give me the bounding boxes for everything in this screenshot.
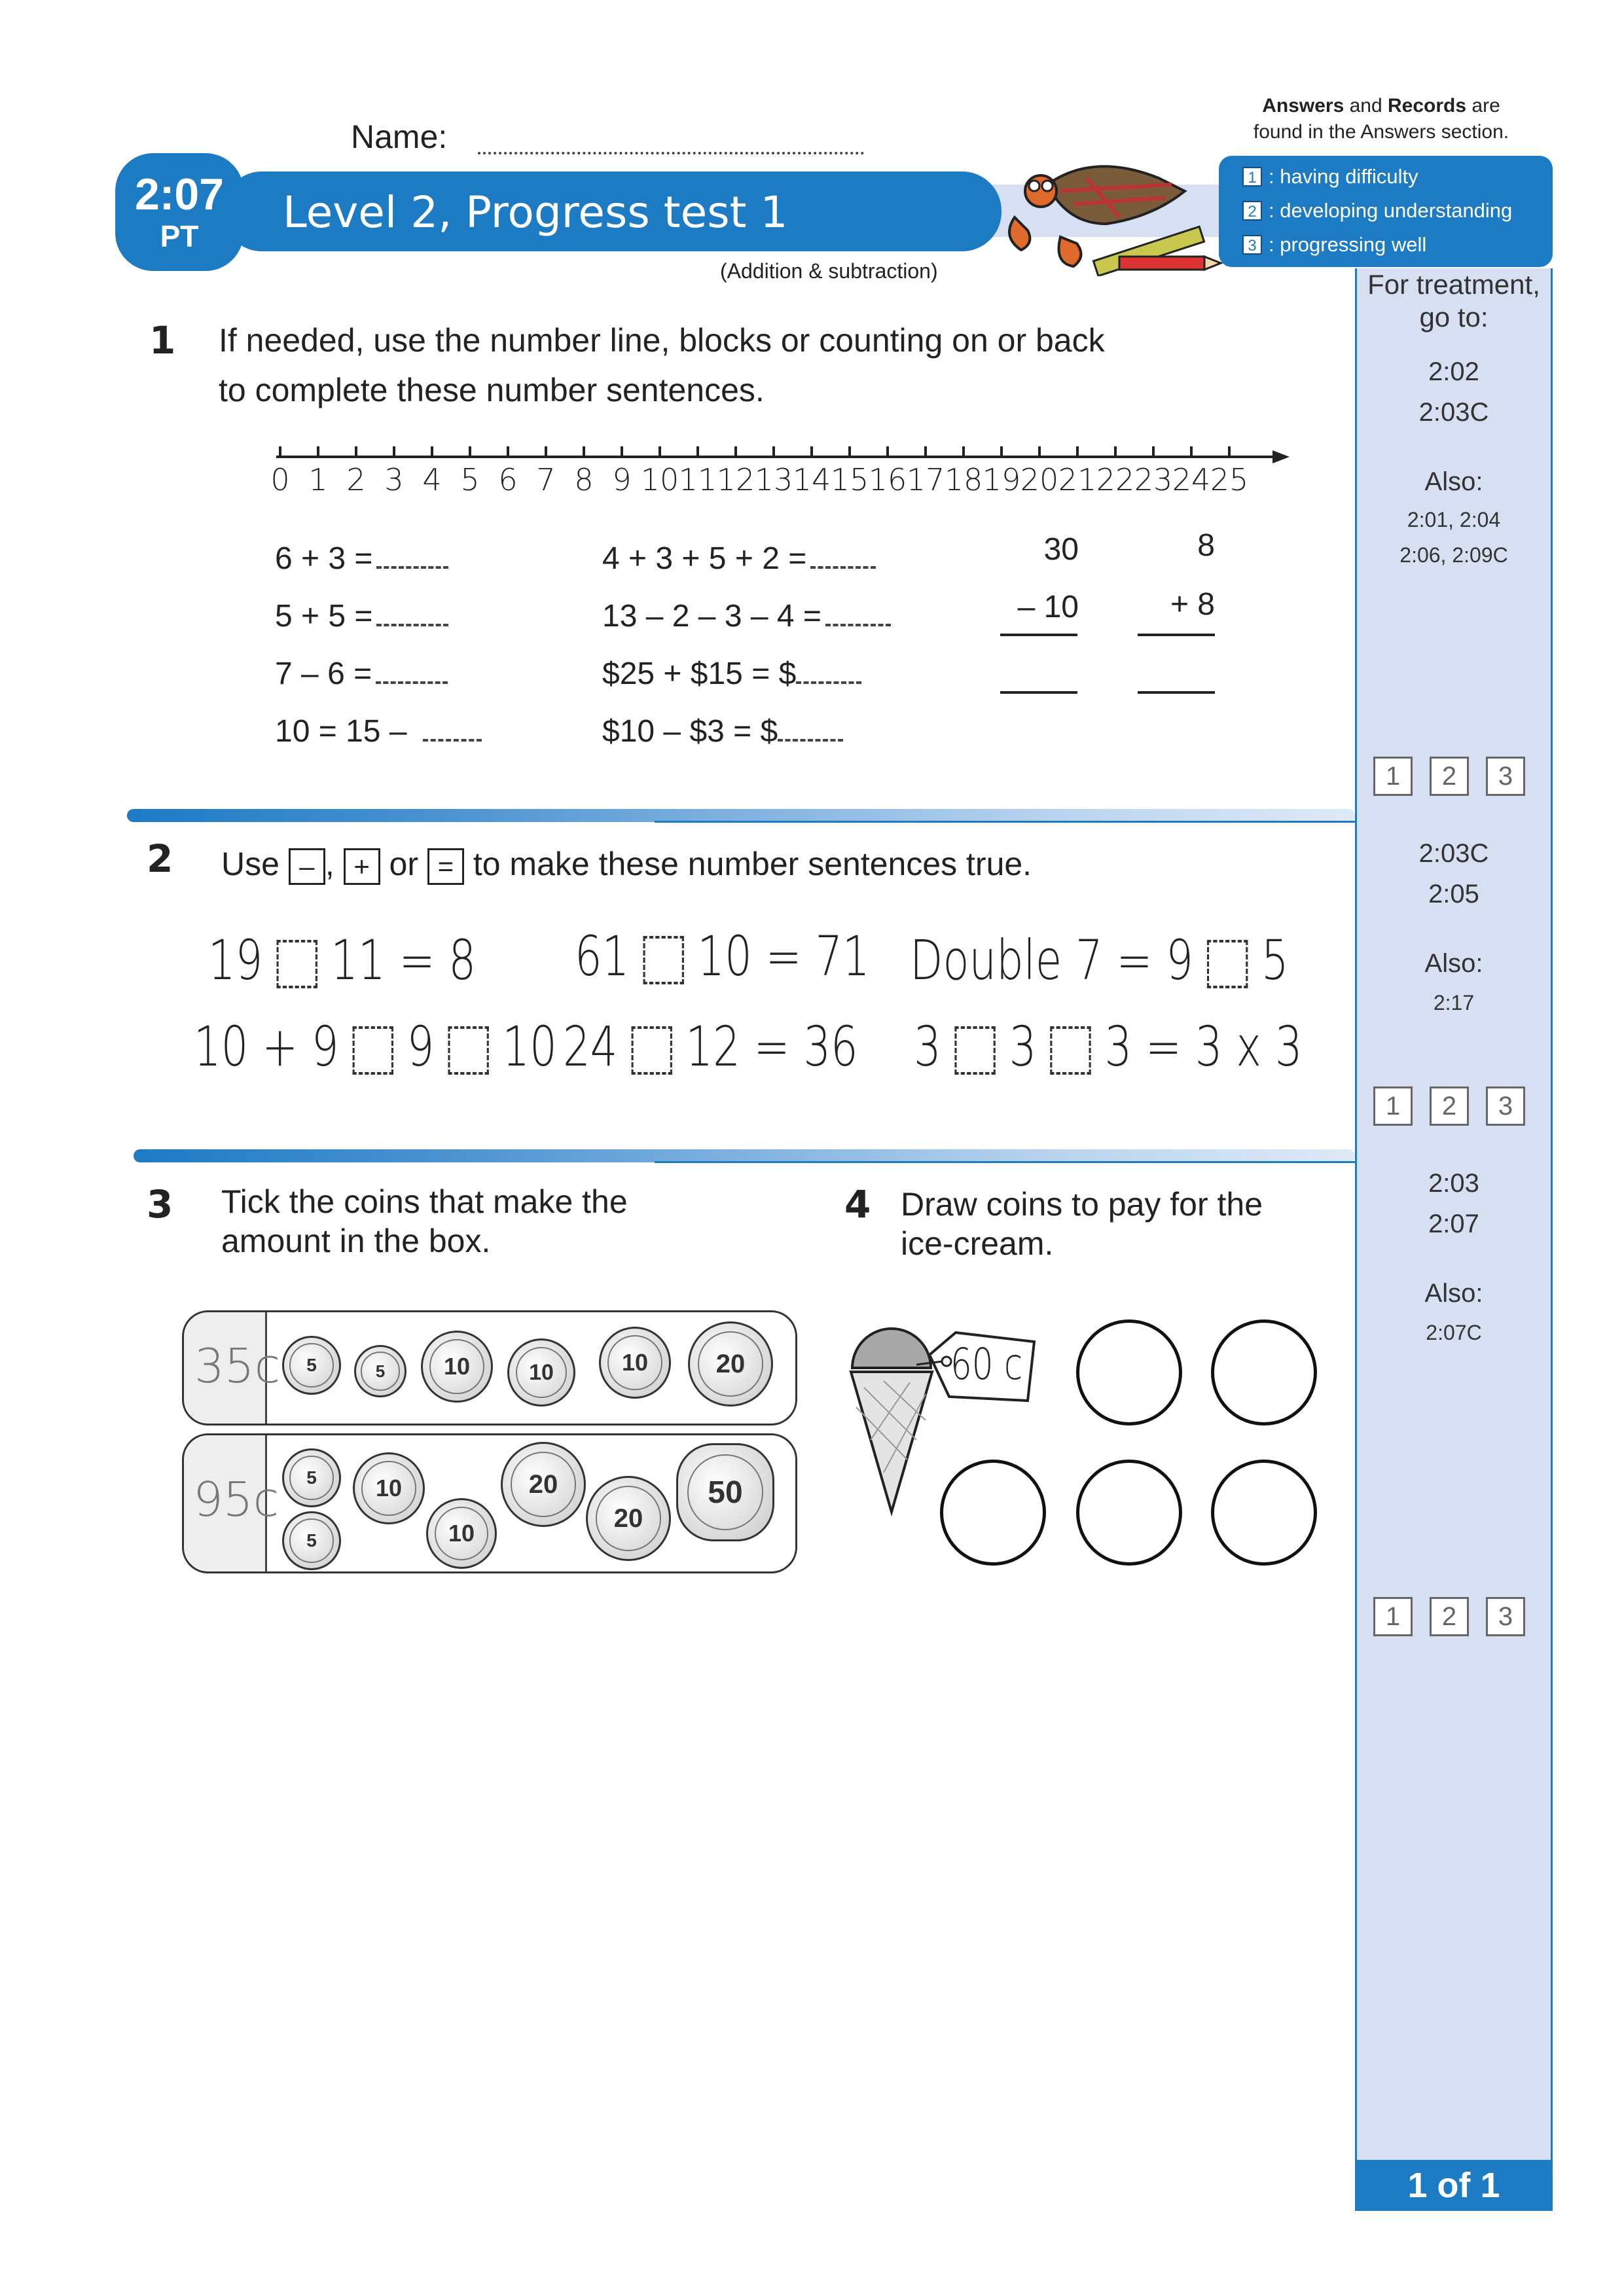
equation: 7 – 6 = bbox=[275, 656, 448, 692]
treatment-link[interactable]: 2:07 bbox=[1428, 1210, 1479, 1238]
sum-line bbox=[1138, 634, 1215, 636]
equals-box: = bbox=[427, 848, 464, 885]
also-link[interactable]: 2:07C bbox=[1426, 1321, 1482, 1344]
number-line-label: 22 bbox=[1096, 462, 1135, 497]
rating-1-checkbox[interactable]: 1 bbox=[1373, 1086, 1413, 1126]
operator-answer-box[interactable] bbox=[448, 1026, 488, 1075]
rating-2-checkbox[interactable]: 2 bbox=[1430, 1086, 1469, 1126]
answer-blank[interactable] bbox=[796, 675, 861, 684]
number-line-label: 0 bbox=[270, 462, 290, 497]
section-divider bbox=[127, 809, 1355, 822]
rating-boxes bbox=[1373, 1597, 1525, 1636]
number-line-label: 8 bbox=[574, 462, 594, 497]
minus-box: – bbox=[289, 848, 325, 885]
number-line-label: 15 bbox=[830, 462, 869, 497]
column-sum-bottom: – 10 bbox=[1017, 590, 1079, 624]
column-sum-top: 8 bbox=[1197, 528, 1215, 563]
also-link[interactable]: 2:01, 2:04 bbox=[1407, 508, 1501, 531]
column-sum-bottom: + 8 bbox=[1170, 587, 1215, 622]
operator-answer-box[interactable] bbox=[352, 1026, 393, 1075]
rating-3-checkbox[interactable]: 3 bbox=[1486, 1597, 1525, 1636]
legend-item: 1 : having difficulty bbox=[1242, 162, 1418, 191]
20c-coin-icon[interactable]: 20 bbox=[688, 1321, 773, 1407]
unit-number: 2:07 bbox=[134, 170, 225, 219]
rating-3-checkbox[interactable]: 3 bbox=[1486, 1086, 1525, 1126]
column-sum-top: 30 bbox=[1043, 532, 1079, 567]
equation: $10 – $3 = $ bbox=[602, 713, 843, 749]
rating-boxes bbox=[1373, 1086, 1525, 1126]
answer-blank[interactable] bbox=[423, 732, 482, 742]
number-line-label: 3 bbox=[384, 462, 404, 497]
number-line-label: 1 bbox=[308, 462, 328, 497]
rating-2-checkbox[interactable]: 2 bbox=[1430, 757, 1469, 796]
operator-answer-box[interactable] bbox=[276, 940, 317, 988]
number-line-label: 20 bbox=[1020, 462, 1059, 497]
number-line-label: 11 bbox=[678, 462, 717, 497]
question-number: 1 bbox=[149, 318, 176, 363]
coin-drawing-circle[interactable] bbox=[1076, 1319, 1182, 1426]
coin-drawing-circle[interactable] bbox=[1211, 1460, 1317, 1566]
question-text: Use – , + or = to make these number sentences true. bbox=[221, 839, 1032, 889]
20c-coin-icon[interactable]: 20 bbox=[501, 1442, 586, 1527]
page-title: Level 2, Progress test 1 bbox=[283, 187, 788, 238]
sentence: Double 7 = 9 5 bbox=[910, 928, 1289, 992]
number-line-label: 10 bbox=[640, 462, 679, 497]
coin-drawing-circle[interactable] bbox=[940, 1460, 1046, 1566]
treatment-link[interactable]: 2:03C bbox=[1418, 398, 1489, 427]
5c-coin-icon[interactable]: 5 bbox=[282, 1448, 341, 1507]
coin-row-95c bbox=[182, 1433, 797, 1573]
number-line-label: 14 bbox=[792, 462, 831, 497]
plus-box: + bbox=[344, 848, 380, 885]
legend-item: 2 : developing understanding bbox=[1242, 196, 1512, 225]
answer-blank[interactable] bbox=[376, 617, 448, 626]
operator-answer-box[interactable] bbox=[643, 936, 683, 984]
sentence: 3 3 3 = 3 x 3 bbox=[914, 1014, 1303, 1079]
question-text: Tick the coins that make the amount in the box. bbox=[221, 1183, 628, 1259]
number-line-label: 12 bbox=[716, 462, 755, 497]
amount-label: 95c bbox=[193, 1472, 280, 1527]
section-divider-line bbox=[655, 821, 1355, 823]
sum-line bbox=[1000, 634, 1077, 636]
5c-coin-icon[interactable]: 5 bbox=[282, 1336, 341, 1395]
10c-coin-icon[interactable]: 10 bbox=[353, 1452, 425, 1524]
50c-coin-icon[interactable]: 50 bbox=[676, 1443, 774, 1541]
5c-coin-icon[interactable]: 5 bbox=[282, 1511, 341, 1570]
coin-drawing-circle[interactable] bbox=[1076, 1460, 1182, 1566]
coin-row-35c bbox=[182, 1310, 797, 1426]
number-line-label: 17 bbox=[906, 462, 945, 497]
operator-answer-box[interactable] bbox=[631, 1026, 672, 1075]
also-label: Also: bbox=[1424, 467, 1483, 496]
name-field[interactable] bbox=[478, 152, 864, 154]
page-counter: 1 of 1 bbox=[1355, 2160, 1553, 2211]
equation: 10 = 15 – bbox=[275, 713, 482, 749]
number-line-label: 21 bbox=[1058, 462, 1097, 497]
equation: 13 – 2 – 3 – 4 = bbox=[602, 598, 891, 634]
question-number: 3 bbox=[147, 1182, 173, 1227]
number-line-label: 19 bbox=[982, 462, 1021, 497]
price-label: 60 c bbox=[950, 1339, 1023, 1390]
unit-badge bbox=[115, 153, 244, 271]
equation: 5 + 5 = bbox=[275, 598, 448, 634]
question-text: If needed, use the number line, blocks or counting on or back to complete these number sentences. bbox=[219, 322, 1105, 408]
rating-1-checkbox[interactable]: 1 bbox=[1373, 757, 1413, 796]
20c-coin-icon[interactable]: 20 bbox=[586, 1476, 671, 1561]
answer-blank[interactable] bbox=[778, 732, 843, 742]
rating-3-checkbox[interactable]: 3 bbox=[1486, 757, 1525, 796]
equation: 4 + 3 + 5 + 2 = bbox=[602, 541, 876, 577]
section-divider-line bbox=[655, 1161, 1355, 1163]
5c-coin-icon[interactable]: 5 bbox=[354, 1345, 406, 1397]
also-link[interactable]: 2:06, 2:09C bbox=[1399, 543, 1508, 567]
number-line-label: 9 bbox=[612, 462, 632, 497]
question-number: 2 bbox=[147, 836, 173, 881]
sentence: 19 11 = 8 bbox=[208, 928, 477, 992]
rating-1-checkbox[interactable]: 1 bbox=[1373, 1597, 1413, 1636]
10c-coin-icon[interactable]: 10 bbox=[507, 1338, 575, 1407]
also-label: Also: bbox=[1424, 949, 1483, 978]
sentence: 24 12 = 36 bbox=[563, 1014, 858, 1079]
treatment-link[interactable]: 2:03C bbox=[1418, 839, 1489, 868]
rating-legend bbox=[1219, 156, 1553, 267]
answer-line[interactable] bbox=[1000, 691, 1077, 694]
sentence: 10 + 9 9 10 bbox=[194, 1014, 557, 1079]
number-line-label: 2 bbox=[346, 462, 366, 497]
answer-line[interactable] bbox=[1138, 691, 1215, 694]
treatment-heading: For treatment, go to: bbox=[1367, 269, 1540, 332]
section-divider bbox=[134, 1149, 1355, 1162]
answer-blank[interactable] bbox=[376, 560, 448, 569]
question-number: 4 bbox=[844, 1182, 871, 1227]
number-line-label: 23 bbox=[1134, 462, 1173, 497]
10c-coin-icon[interactable]: 10 bbox=[426, 1498, 497, 1569]
operator-answer-box[interactable] bbox=[955, 1026, 996, 1075]
rating-boxes bbox=[1373, 757, 1525, 796]
answer-blank[interactable] bbox=[810, 560, 876, 569]
question-text: Draw coins to pay for the ice-cream. bbox=[901, 1186, 1263, 1262]
unit-pt: PT bbox=[160, 219, 199, 253]
amount-label: 35c bbox=[194, 1338, 281, 1393]
crab-mascot-icon bbox=[988, 145, 1224, 276]
treatment-link[interactable]: 2:03 bbox=[1428, 1169, 1479, 1198]
coin-drawing-circle[interactable] bbox=[1211, 1319, 1317, 1426]
operator-answer-box[interactable] bbox=[1207, 940, 1248, 988]
page-subtitle: (Addition & subtraction) bbox=[720, 259, 938, 283]
answers-note: Answers and Records are found in the Answers section. bbox=[1253, 95, 1509, 143]
also-link[interactable]: 2:17 bbox=[1433, 991, 1475, 1014]
number-line-label: 25 bbox=[1210, 462, 1249, 497]
answer-blank[interactable] bbox=[376, 675, 448, 684]
legend-item: 3 : progressing well bbox=[1242, 230, 1426, 259]
number-line-label: 7 bbox=[536, 462, 556, 497]
operator-answer-box[interactable] bbox=[1050, 1026, 1091, 1075]
number-line-label: 6 bbox=[498, 462, 518, 497]
treatment-link[interactable]: 2:02 bbox=[1428, 357, 1479, 386]
rating-2-checkbox[interactable]: 2 bbox=[1430, 1597, 1469, 1636]
number-line-label: 18 bbox=[944, 462, 983, 497]
number-line-label: 5 bbox=[460, 462, 480, 497]
treatment-link[interactable]: 2:05 bbox=[1428, 880, 1479, 908]
10c-coin-icon[interactable]: 10 bbox=[599, 1327, 671, 1399]
number-line-label: 16 bbox=[868, 462, 907, 497]
also-label: Also: bbox=[1424, 1279, 1483, 1308]
number-line-label: 24 bbox=[1172, 462, 1211, 497]
answer-blank[interactable] bbox=[825, 617, 891, 626]
sentence: 61 10 = 71 bbox=[575, 924, 870, 988]
equation: 6 + 3 = bbox=[275, 541, 448, 577]
number-line-label: 13 bbox=[754, 462, 793, 497]
equation: $25 + $15 = $ bbox=[602, 656, 861, 692]
10c-coin-icon[interactable]: 10 bbox=[421, 1331, 493, 1403]
name-label: Name: bbox=[351, 118, 448, 155]
number-line-label: 4 bbox=[422, 462, 442, 497]
